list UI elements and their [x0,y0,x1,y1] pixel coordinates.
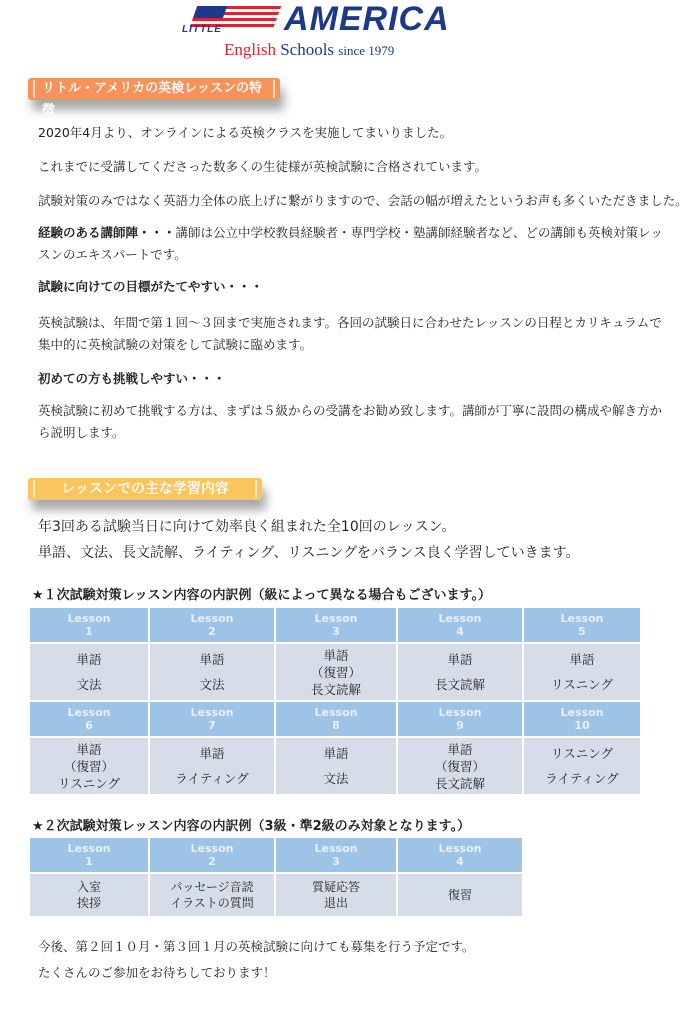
closing-line: 今後、第２回１０月・第３回１月の英検試験に向けても募集を行う予定です。 [38,939,475,954]
lesson-header: Lesson 9 [398,702,522,736]
feature-body: 英検試験に初めて挑戦する方は、まずは５級からの受講をお勧め致します。講師が丁寧に設問の構成や解き方から説明します。 [38,403,663,440]
lesson-cell: パッセージ音読 イラストの質問 [150,874,274,916]
intro-line: 単語、文法、長文読解、ライティング、リスニングをバランス良く学習していきます。 [38,545,580,561]
logo-little: LITTLE [182,24,222,35]
lesson-cell: 単語 ライティング [150,738,274,794]
lesson-cell: 単語 リスニング [524,644,640,700]
feature-body: 英検試験は、年間で第１回～３回まで実施されます。各回の試験日に合わせたレッスンの日程とカリキュラムで集中的に英検試験の対策をして試験に臨めます。 [38,315,662,352]
table-row [30,644,640,700]
section-heading-features: リトル・アメリカの英検レッスンの特徴 [28,78,280,100]
table2-caption: ★２次試験対策レッスン内容の内訳例（3級・準2級のみ対象となります。） [32,819,471,834]
feature-experienced-teachers [38,222,668,266]
lesson-header: Lesson 4 [398,608,522,642]
section-heading-lesson-content: レッスンでの主な学習内容 [28,478,262,500]
second-exam-lesson-table [28,836,524,918]
table-row [30,738,640,794]
lesson-header: Lesson 5 [524,608,640,642]
lesson-header: Lesson 4 [398,838,522,872]
lesson-cell: 単語 文法 [276,738,396,794]
lesson-cell: 単語 文法 [30,644,148,700]
lesson-header: Lesson 6 [30,702,148,736]
feature-heading: 初めての方も挑戦しやすい・・・ [38,371,226,386]
lesson-header: Lesson 2 [150,608,274,642]
table-header-row [30,702,640,736]
lesson-header: Lesson 10 [524,702,640,736]
lesson-header: Lesson 8 [276,702,396,736]
lesson-cell: 単語 （復習） 長文読解 [398,738,522,794]
feature-heading: 経験のある講師陣・・・ [38,225,176,240]
lesson-cell: 単語 文法 [150,644,274,700]
table-header-row [30,608,640,642]
lesson-header: Lesson 7 [150,702,274,736]
paragraph: これまでに受講してくださった数多くの生徒様が英検試験に合格されています。 [38,159,488,174]
school-logo [180,2,520,62]
lesson-cell: 質疑応答 退出 [276,874,396,916]
lesson-header: Lesson 3 [276,608,396,642]
lesson-cell: 復習 [398,874,522,916]
table-row [30,874,522,916]
closing-line: たくさんのご参加をお待ちしております！ [38,965,276,980]
lesson-cell: 入室 挨拶 [30,874,148,916]
table-header-row [30,838,522,872]
feature-body: 講師は公立中学校教員経験者・専門学校・塾講師経験者など、どの講師も英検対策レッスンのエキスパートです。 [38,225,663,262]
lesson-cell: 単語 （復習） 長文読解 [276,644,396,700]
first-exam-lesson-table [28,606,642,796]
paragraph: 試験対策のみではなく英語力全体の底上げに繋がりますので、会話の幅が増えたというお声も多くいただきました。 [38,193,688,208]
lesson-header: Lesson 1 [30,838,148,872]
feature-heading: 試験に向けての目標がたてやすい・・・ [38,279,264,294]
lesson-header: Lesson 2 [150,838,274,872]
logo-america: AMERICA [284,0,450,38]
lesson-cell: リスニング ライティング [524,738,640,794]
lesson-header: Lesson 3 [276,838,396,872]
lesson-cell: 単語 長文読解 [398,644,522,700]
logo-tagline: English Schools since 1979 [224,40,395,59]
lesson-cell: 単語 （復習） リスニング [30,738,148,794]
paragraph: 2020年4月より、オンラインによる英検クラスを実施してまいりました。 [38,125,453,140]
lesson-header: Lesson 1 [30,608,148,642]
table1-caption: ★１次試験対策レッスン内容の内訳例（級によって異なる場合もございます。） [32,588,491,603]
intro-line: 年3回ある試験当日に向けて効率良く組まれた全10回のレッスン。 [38,519,456,535]
